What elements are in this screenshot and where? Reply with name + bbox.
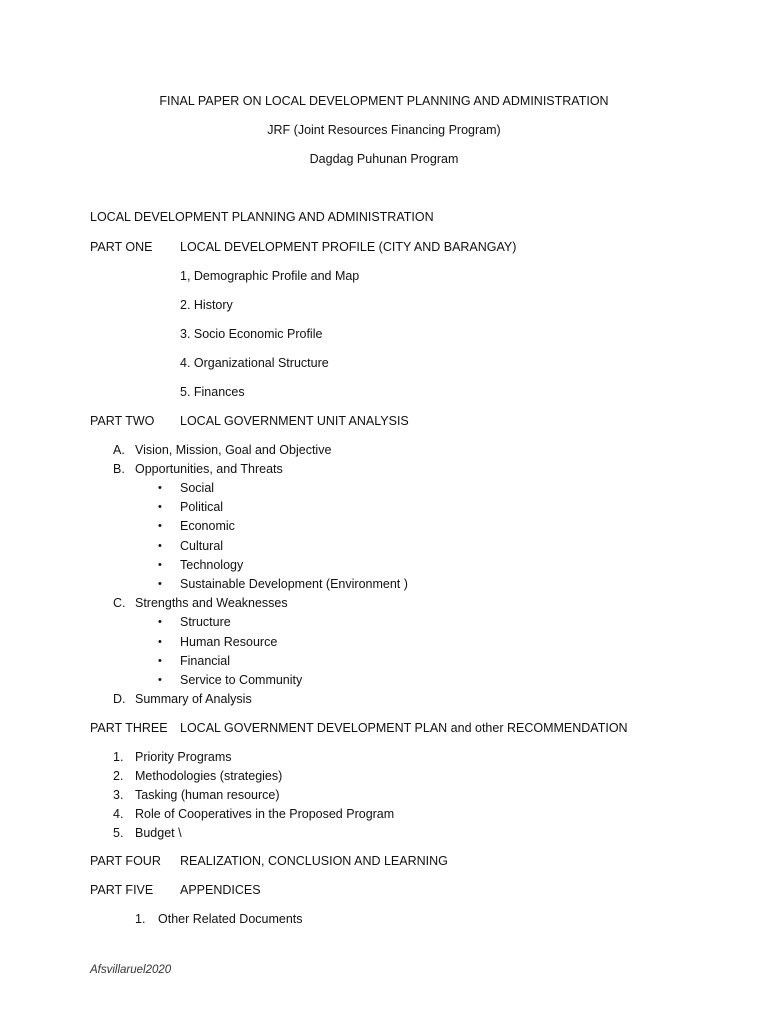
bullet: • <box>158 655 162 667</box>
list-item: Priority Programs <box>135 750 232 764</box>
part-four-title: REALIZATION, CONCLUSION AND LEARNING <box>180 854 448 868</box>
list-item: Budget \ <box>135 826 182 840</box>
list-marker: A. <box>113 443 125 457</box>
part-three-label: PART THREE <box>90 721 168 735</box>
list-item: Political <box>180 500 224 514</box>
part-one-item: 3. Socio Economic Profile <box>180 327 323 341</box>
list-item: Strengths and Weaknesses <box>135 596 288 610</box>
document-subtitle-dagdag: Dagdag Puhunan Program <box>309 152 459 166</box>
part-one-label: PART ONE <box>90 240 153 254</box>
list-item: Methodologies (strategies) <box>135 769 283 783</box>
part-two-label: PART TWO <box>90 414 155 428</box>
part-five-label: PART FIVE <box>90 883 154 897</box>
list-item: Tasking (human resource) <box>135 788 280 802</box>
list-marker: B. <box>113 462 125 476</box>
list-item: Technology <box>180 558 244 572</box>
list-item: Sustainable Development (Environment ) <box>180 577 408 591</box>
list-marker: 4. <box>113 807 124 821</box>
list-marker: D. <box>113 692 126 706</box>
list-item: Role of Cooperatives in the Proposed Program <box>135 807 395 821</box>
list-marker: C. <box>113 596 126 610</box>
bullet: • <box>158 578 162 590</box>
list-item: Human Resource <box>180 635 278 649</box>
document-subtitle-jrf: JRF (Joint Resources Financing Program) <box>267 123 501 137</box>
list-marker: 1. <box>113 750 124 764</box>
list-item: Vision, Mission, Goal and Objective <box>135 443 332 457</box>
list-item: Other Related Documents <box>158 912 303 926</box>
list-item: Social <box>180 481 215 495</box>
bullet: • <box>158 674 162 686</box>
part-one-item: 5. Finances <box>180 385 245 399</box>
list-item: Economic <box>180 519 235 533</box>
list-marker: 5. <box>113 826 124 840</box>
bullet: • <box>158 540 162 552</box>
list-item: Summary of Analysis <box>135 692 252 706</box>
section-heading: LOCAL DEVELOPMENT PLANNING AND ADMINISTRATION <box>90 210 434 224</box>
list-item: Structure <box>180 615 231 629</box>
part-one-item: 2. History <box>180 298 233 312</box>
part-five-title: APPENDICES <box>180 883 261 897</box>
bullet: • <box>158 520 162 532</box>
list-item: Cultural <box>180 539 224 553</box>
part-one-title: LOCAL DEVELOPMENT PROFILE (CITY AND BARANGAY) <box>180 240 517 254</box>
part-one-item: 4. Organizational Structure <box>180 356 329 370</box>
list-marker: 2. <box>113 769 124 783</box>
list-item: Financial <box>180 654 231 668</box>
bullet: • <box>158 482 162 494</box>
document-title: FINAL PAPER ON LOCAL DEVELOPMENT PLANNING AND ADMINISTRATION <box>159 94 609 108</box>
part-one-item: 1, Demographic Profile and Map <box>180 269 360 283</box>
list-marker: 1. <box>135 912 146 926</box>
part-four-label: PART FOUR <box>90 854 161 868</box>
part-two-title: LOCAL GOVERNMENT UNIT ANALYSIS <box>180 414 409 428</box>
bullet: • <box>158 636 162 648</box>
part-three-title: LOCAL GOVERNMENT DEVELOPMENT PLAN and other RECOMMENDATION <box>180 721 628 735</box>
list-item: Service to Community <box>180 673 303 687</box>
list-marker: 3. <box>113 788 124 802</box>
bullet: • <box>158 616 162 628</box>
bullet: • <box>158 501 162 513</box>
bullet: • <box>158 559 162 571</box>
list-item: Opportunities, and Threats <box>135 462 283 476</box>
footer-author: Afsvillaruel2020 <box>90 964 172 976</box>
